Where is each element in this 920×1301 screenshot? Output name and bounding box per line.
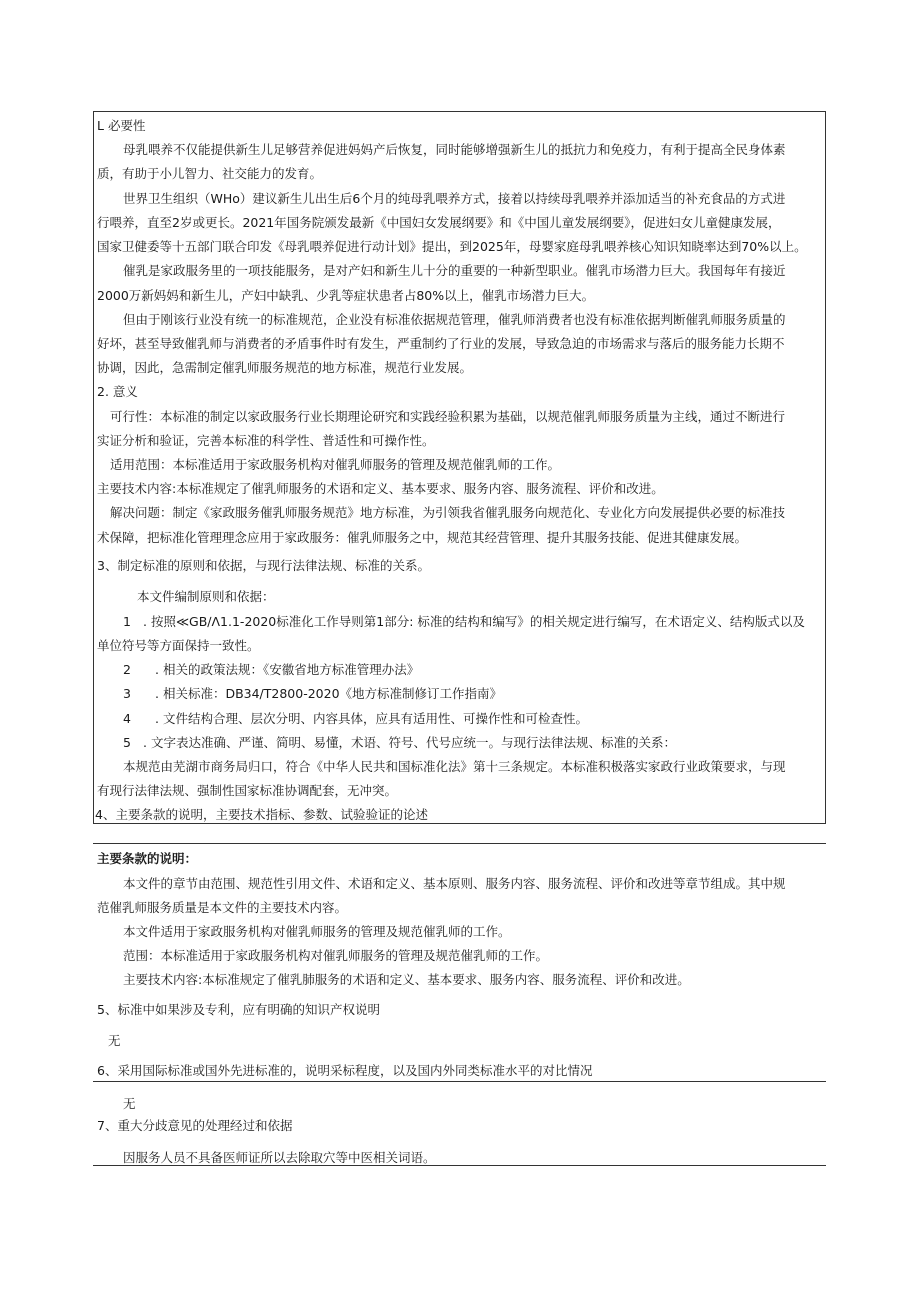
divider	[93, 1081, 826, 1082]
section3-item2-number: 2	[123, 662, 131, 677]
section1-p4-line1: 但由于刚该行业没有统一的标准规范，企业没有标准依据规范管理，催乳师消费者也没有标准依据判断催乳师服务质量的	[123, 312, 786, 327]
section3-heading: 3、制定标准的原则和依据，与现行法律法规、标准的关系。	[97, 558, 430, 573]
section3-item4-number: 4	[123, 711, 131, 726]
section3-item4: . 文件结构合理、层次分明、内容具体，应具有适用性、可操作性和可检查性。	[155, 711, 588, 726]
section4-c1-line2: 范催乳师服务质量是本文件的主要技术内容。	[97, 900, 348, 915]
section1-p1-line2: 质，有助于小儿智力、社交能力的发育。	[97, 166, 323, 181]
section2-solve-line1: 解决问题：制定《家政服务催乳师服务规范》地方标准，为引领我省催乳服务向规范化、专业化方向发展提供必要的标准技	[110, 505, 786, 520]
section4-subheading: 主要条款的说明：	[97, 851, 198, 866]
section1-p4-line2: 好坏，甚至导致催乳师与消费者的矛盾事件时有发生，严重制约了行业的发展，导致急迫的市场需求与落后的服务能力长期不	[97, 336, 785, 351]
section3-item3: . 相关标准：DB34/T2800-2020《地方标准制修订工作指南》	[155, 686, 503, 701]
section1-p4-line3: 协调，因此，急需制定催乳师服务规范的地方标准，规范行业发展。	[97, 360, 473, 375]
section4-c3: 范围：本标准适用于家政服务机构对催乳师服务的管理及规范催乳师的工作。	[123, 948, 549, 963]
section2-feasibility-line1: 可行性：本标准的制定以家政服务行业长期理论研究和实践经验积累为基础，以规范催乳师服务质量为主线，通过不断进行	[110, 409, 786, 424]
section3-item1-number: 1	[123, 614, 131, 629]
section4-c4: 主要技术内容:本标准规定了催乳肺服务的术语和定义、基本要求、服务内容、服务流程、评价和改进。	[123, 972, 690, 987]
section7-answer: 因服务人员不具备医师证所以去除取穴等中医相关词语。	[123, 1150, 436, 1165]
section4-c1-line1: 本文件的章节由范围、规范性引用文件、术语和定义、基本原则、服务内容、服务流程、评价和改进等章节组成。其中规	[123, 876, 786, 891]
section1-p3-line2: 2000万新妈妈和新生儿，产妇中缺乳、少乳等症状患者占80%以上，催乳市场潜力巨大。	[97, 288, 595, 303]
section7-heading: 7、重大分歧意见的处理经过和依据	[97, 1118, 293, 1133]
section1-heading: L 必要性	[97, 118, 146, 133]
section1-p2-line3: 国家卫健委等十五部门联合印发《母乳喂养促进行动计划》提出，到2025年，母婴家庭母乳喂养核心知识知晓率达到70%以上。	[97, 239, 807, 254]
section3-relation-line2: 有现行法律法规、强制性国家标准协调配套，无冲突。	[97, 783, 398, 798]
section3-intro: 本文件编制原则和依据：	[137, 589, 275, 604]
section1-p2-line2: 行喂养，直至2岁或更长。2021年国务院颁发最新《中国妇女发展纲要》和《中国儿童发展纲要》，促进妇女儿童健康发展，	[97, 215, 781, 230]
section3-item1-line1: . 按照≪GB∕Λ1.1-2020标准化工作导则第1部分: 标准的结构和编写》的相关规定进行编写，在术语定义、结构版式以及	[143, 614, 805, 629]
section6-answer: 无	[123, 1096, 136, 1111]
section3-item5: . 文字表达准确、严谨、简明、易懂，术语、符号、代号应统一。与现行法律法规、标准的关系：	[143, 735, 676, 750]
section2-tech-content: 主要技术内容:本标准规定了催乳师服务的术语和定义、基本要求、服务内容、服务流程、评价和改进。	[97, 481, 664, 496]
section5-heading: 5、标准中如果涉及专利，应有明确的知识产权说明	[97, 1002, 380, 1017]
section3-item1-line2: 单位符号等方面保持一致性。	[97, 638, 260, 653]
section2-feasibility-line2: 实证分析和验证，完善本标准的科学性、普适性和可操作性。	[97, 433, 435, 448]
section3-item3-number: 3	[123, 686, 131, 701]
section1-p2-line1: 世界卫生组织（WHo）建议新生儿出生后6个月的纯母乳喂养方式，接着以持续母乳喂养并添加适当的补充食品的方式进	[123, 191, 786, 206]
section3-relation-line1: 本规范由芜湖市商务局归口，符合《中华人民共和国标准化法》第十三条规定。本标准积极落实家政行业政策要求，与现	[123, 759, 786, 774]
section5-answer: 无	[108, 1033, 121, 1048]
section3-item2: . 相关的政策法规：《安徽省地方标准管理办法》	[155, 662, 420, 677]
section4-c2: 本文件适用于家政服务机构对催乳师服务的管理及规范催乳师的工作。	[123, 924, 511, 939]
section2-heading: 2. 意义	[97, 384, 138, 399]
section3-item5-number: 5	[123, 735, 131, 750]
section1-p1-line1: 母乳喂养不仅能提供新生儿足够营养促进妈妈产后恢复，同时能够增强新生儿的抵抗力和免疫力，有利于提高全民身体素	[123, 142, 786, 157]
section2-solve-line2: 术保障，把标准化管理理念应用于家政服务：催乳师服务之中，规范其经营管理、提升其服务技能、促进其健康发展。	[97, 530, 748, 545]
section6-heading: 6、采用国际标准或国外先进标准的，说明采标程度，以及国内外同类标准水平的对比情况	[97, 1063, 593, 1078]
divider	[93, 843, 826, 844]
section1-p3-line1: 催乳是家政服务里的一项技能服务，是对产妇和新生儿十分的重要的一种新型职业。催乳市场潜力巨大。我国每年有接近	[123, 263, 786, 278]
section4-heading: 4、主要条款的说明，主要技术指标、参数、试验验证的论述	[95, 807, 428, 822]
section2-scope: 适用范围：本标准适用于家政服务机构对催乳师服务的管理及规范催乳师的工作。	[110, 457, 561, 472]
divider	[93, 1165, 826, 1166]
